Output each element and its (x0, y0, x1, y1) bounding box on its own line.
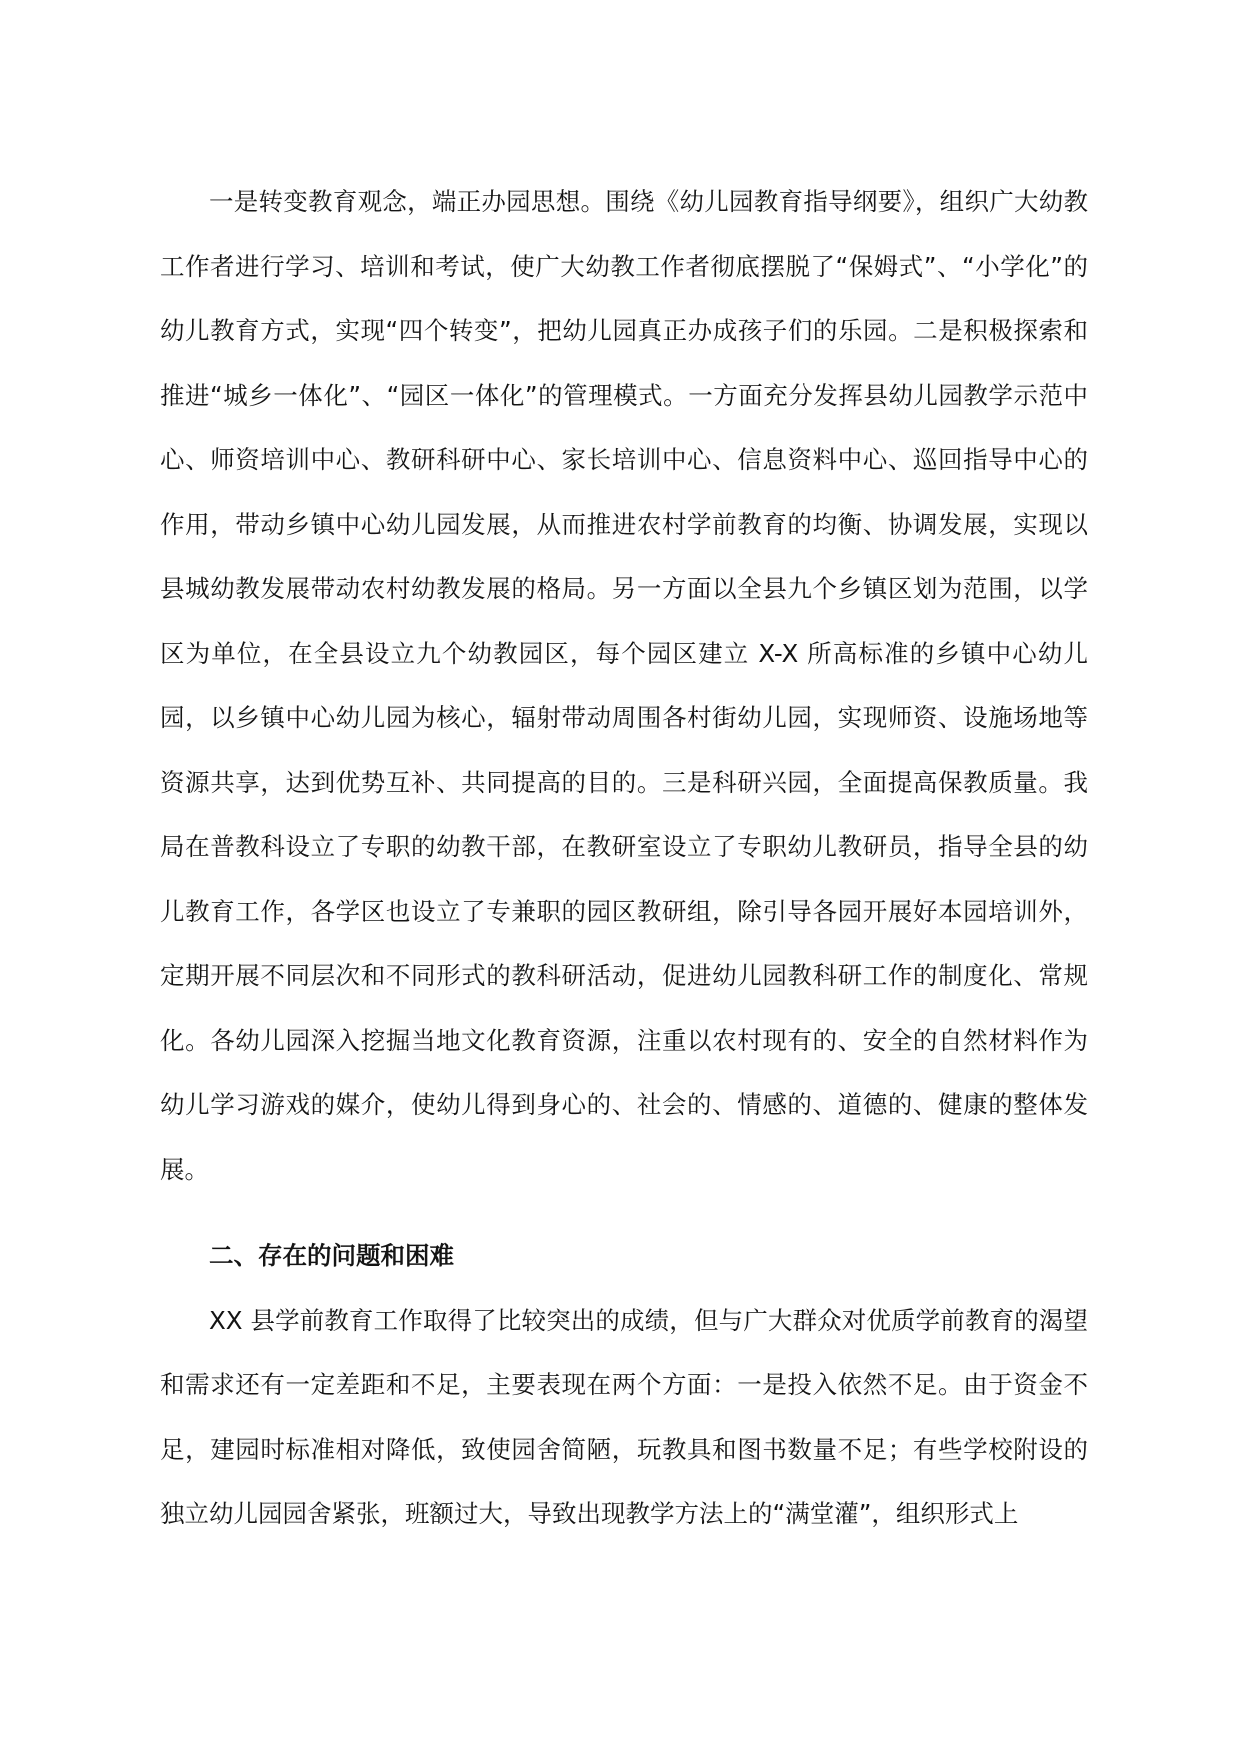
body-paragraph-problems: XX 县学前教育工作取得了比较突出的成绩，但与广大群众对优质学前教育的渴望和需求还有一定差距和不足，主要表现在两个方面：一是投入依然不足。由于资金不足，建园时标准相对降低，致使园舍简陋，玩教具和图书数量不足；有些学校附设的独立幼儿园园舍紧张，班额过大，导致出现教学方法上的“满堂灌”，组织形式上 (160, 1305, 1088, 1528)
document-body (160, 170, 1088, 1547)
body-paragraph-work-measures: 一是转变教育观念，端正办园思想。围绕《幼儿园教育指导纲要》，组织广大幼教工作者进行学习、培训和考试，使广大幼教工作者彻底摆脱了“保姆式”、“小学化”的幼儿教育方式，实现“四个转变”，把幼儿园真正办成孩子们的乐园。二是积极探索和推进“城乡一体化”、“园区一体化”的管理模式。一方面充分发挥县幼儿园教学示范中心、师资培训中心、教研科研中心、家长培训中心、信息资料中心、巡回指导中心的作用，带动乡镇中心幼儿园发展，从而推进农村学前教育的均衡、协调发展，实现以县城幼教发展带动农村幼教发展的格局。另一方面以全县九个乡镇区划为范围，以学区为单位，在全县设立九个幼教园区，每个园区建立 X-X 所高标准的乡镇中心幼儿园，以乡镇中心幼儿园为核心，辐射带动周围各村街幼儿园，实现师资、设施场地等资源共享，达到优势互补、共同提高的目的。三是科研兴园，全面提高保教质量。我局在普教科设立了专职的幼教干部，在教研室设立了专职幼儿教研员，指导全县的幼儿教育工作，各学区也设立了专兼职的园区教研组，除引导各园开展好本园培训外，定期开展不同层次和不同形式的教科研活动，促进幼儿园教科研工作的制度化、常规化。各幼儿园深入挖掘当地文化教育资源，注重以农村现有的、安全的自然材料作为幼儿学习游戏的媒介，使幼儿得到身心的、社会的、情感的、道德的、健康的整体发展。 (160, 187, 1088, 1184)
section-heading-problems: 二、存在的问题和困难 (209, 1241, 454, 1270)
